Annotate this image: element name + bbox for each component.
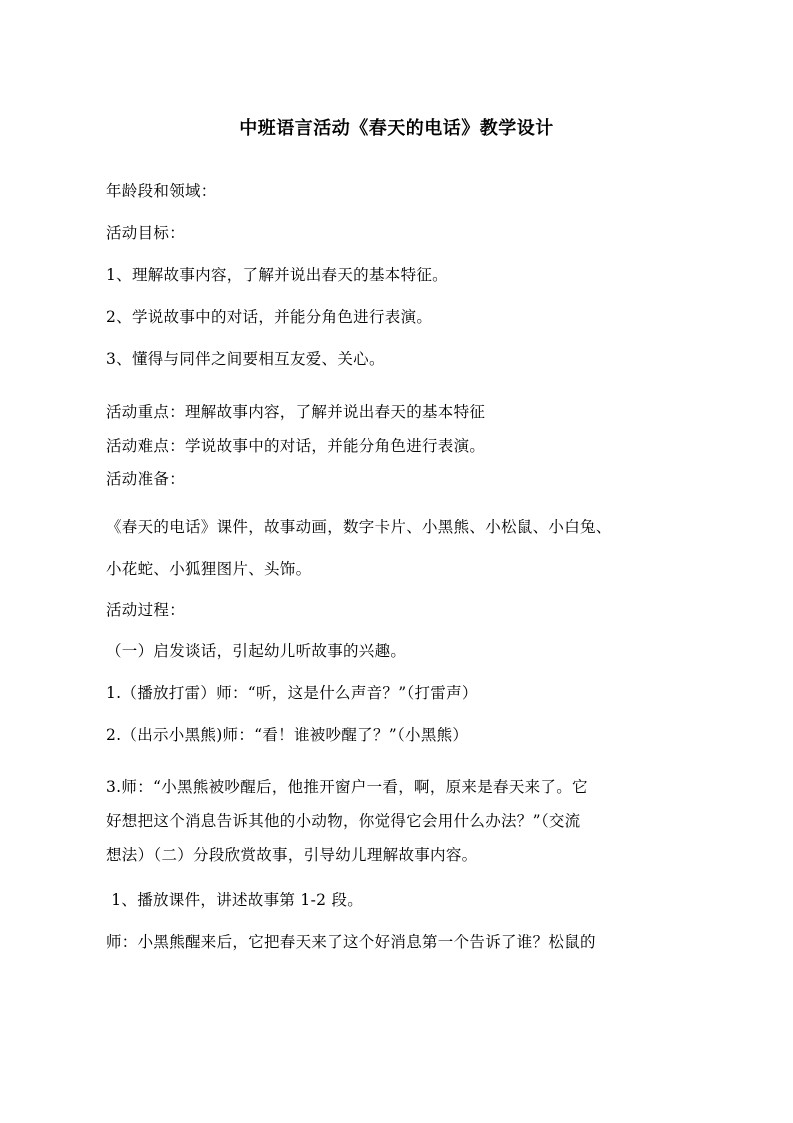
process-step-1: 1.（播放打雷）师：“听，这是什么声音？”（打雷声）: [106, 684, 478, 702]
preparation-materials-line-2: 小花蛇、小狐狸图片、头饰。: [106, 560, 312, 578]
process-step-one-heading: （一）启发谈话，引起幼儿听故事的兴趣。: [106, 642, 407, 660]
paragraph-line-3: 想法）（二）分段欣赏故事，引导幼儿理解故事内容。: [106, 846, 478, 864]
process-step-3-paragraph: [106, 770, 706, 872]
document-title: 中班语言活动《春天的电话》教学设计: [239, 118, 554, 139]
process-step-2: 2.（出示小黑熊)师：“看！谁被吵醒了？”（小黑熊）: [106, 726, 469, 744]
preparation-materials-line-1: 《春天的电话》课件，故事动画，数字卡片、小黑熊、小松鼠、小白兔、: [106, 518, 612, 536]
goal-item-1: 1、理解故事内容，了解并说出春天的基本特征。: [106, 266, 448, 284]
activity-preparation-label: 活动准备：: [106, 470, 186, 488]
age-and-domain-label: 年龄段和领域：: [106, 182, 217, 200]
paragraph-line-1: 3.师：“小黑熊被吵醒后，他推开窗户一看，啊，原来是春天来了。它: [106, 778, 588, 796]
activity-difficulty: 活动难点：学说故事中的对话，并能分角色进行表演。: [106, 437, 486, 455]
teacher-question-line: 师：小黑熊醒来后，它把春天来了这个好消息第一个告诉了谁？松鼠的: [106, 933, 596, 951]
activity-process-label: 活动过程：: [106, 601, 186, 619]
activity-focus: 活动重点：理解故事内容，了解并说出春天的基本特征: [106, 403, 486, 421]
story-part-1-item: 1、播放课件，讲述故事第 1-2 段。: [106, 891, 364, 909]
activity-goals-label: 活动目标：: [106, 224, 186, 242]
paragraph-line-2: 好想把这个消息告诉其他的小动物，你觉得它会用什么办法？”（交流: [106, 812, 581, 830]
goal-item-3: 3、懂得与同伴之间要相互友爱、关心。: [106, 350, 385, 368]
goal-item-2: 2、学说故事中的对话，并能分角色进行表演。: [106, 308, 433, 326]
